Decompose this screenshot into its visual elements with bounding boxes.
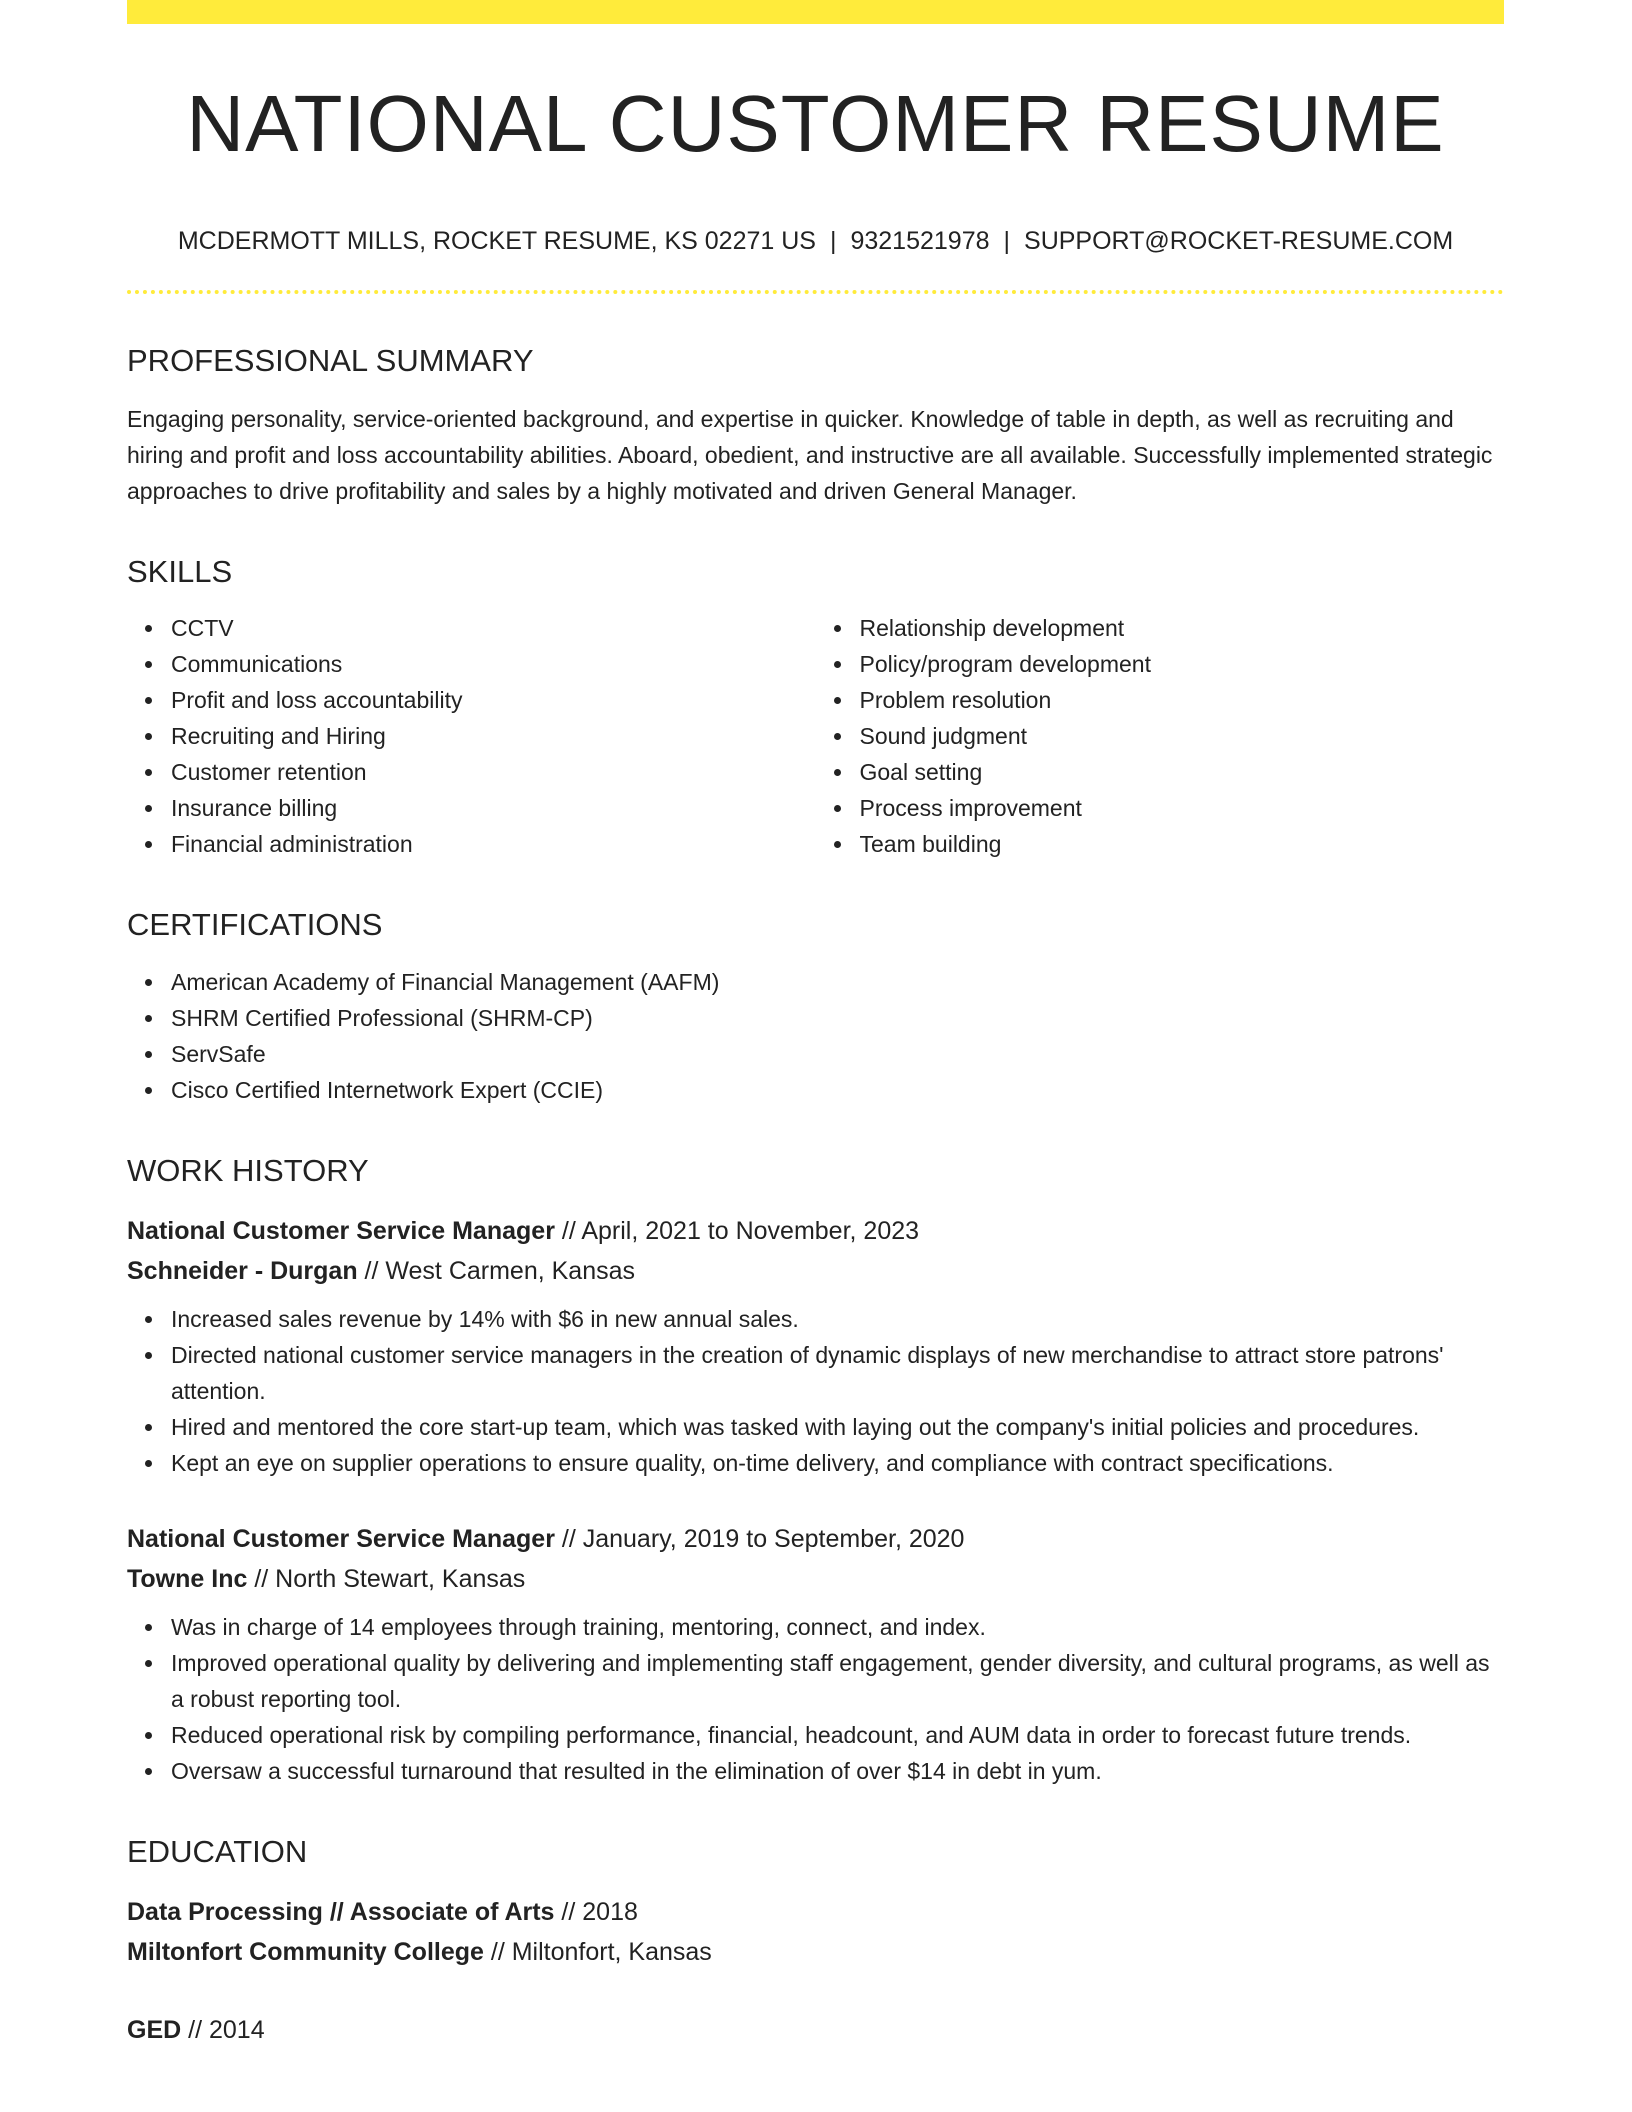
job-entry bbox=[127, 1211, 1504, 1481]
education-school-line bbox=[127, 1932, 1504, 1972]
certification-item: ServSafe bbox=[171, 1036, 1504, 1072]
job-location: // North Stewart, Kansas bbox=[254, 1564, 526, 1593]
job-bullet: Reduced operational risk by compiling performance, financial, headcount, and AUM data in order to forecast future trends. bbox=[171, 1717, 1504, 1753]
education-location: // Miltonfort, Kansas bbox=[490, 1937, 712, 1966]
certifications-list bbox=[127, 964, 1504, 1108]
skill-item: Relationship development bbox=[860, 610, 1505, 646]
contact-email: SUPPORT@ROCKET-RESUME.COM bbox=[1024, 227, 1454, 255]
education-entry bbox=[127, 2010, 1504, 2050]
contact-separator: | bbox=[1003, 227, 1011, 255]
skills-heading: SKILLS bbox=[127, 554, 233, 590]
job-entry bbox=[127, 1519, 1504, 1789]
skill-item: Customer retention bbox=[171, 754, 816, 790]
job-title-line bbox=[127, 1211, 1504, 1251]
top-accent-bar bbox=[127, 0, 1504, 24]
job-title-line bbox=[127, 1519, 1504, 1559]
job-company-line bbox=[127, 1251, 1504, 1291]
contact-address: MCDERMOTT MILLS, ROCKET RESUME, KS 02271 US bbox=[177, 227, 816, 255]
education-heading: EDUCATION bbox=[127, 1833, 308, 1869]
education-entry bbox=[127, 1892, 1504, 1972]
skill-item: Process improvement bbox=[860, 790, 1505, 826]
skill-item: Problem resolution bbox=[860, 682, 1505, 718]
education-degree: Data Processing // Associate of Arts bbox=[127, 1897, 555, 1926]
summary-heading: PROFESSIONAL SUMMARY bbox=[127, 343, 534, 378]
certifications-heading: CERTIFICATIONS bbox=[127, 907, 383, 943]
job-bullet: Increased sales revenue by 14% with $6 in new annual sales. bbox=[171, 1301, 1504, 1337]
job-role: National Customer Service Manager bbox=[127, 1216, 555, 1245]
resume-name: NATIONAL CUSTOMER RESUME bbox=[186, 79, 1445, 168]
skill-item: Financial administration bbox=[171, 826, 816, 862]
job-company: Schneider - Durgan bbox=[127, 1256, 358, 1285]
job-location: // West Carmen, Kansas bbox=[364, 1256, 636, 1285]
skill-item: Policy/program development bbox=[860, 646, 1505, 682]
education-degree-line bbox=[127, 2010, 1504, 2050]
job-bullet: Oversaw a successful turnaround that resulted in the elimination of over $14 in debt in yum. bbox=[171, 1753, 1504, 1789]
skill-item: Communications bbox=[171, 646, 816, 682]
job-bullet: Hired and mentored the core start-up team, which was tasked with laying out the company's initial policies and procedures. bbox=[171, 1409, 1504, 1445]
skills-right-list bbox=[816, 610, 1505, 862]
job-dates: // April, 2021 to November, 2023 bbox=[561, 1216, 920, 1245]
job-role: National Customer Service Manager bbox=[127, 1524, 555, 1553]
skill-item: Team building bbox=[860, 826, 1505, 862]
job-bullet: Kept an eye on supplier operations to ensure quality, on-time delivery, and compliance with contract specifications. bbox=[171, 1445, 1504, 1481]
contact-phone: 9321521978 bbox=[850, 227, 990, 255]
skills-columns bbox=[127, 610, 1504, 862]
resume-page bbox=[127, 0, 1504, 2050]
dotted-divider bbox=[127, 290, 1504, 294]
education-year: // 2018 bbox=[561, 1897, 638, 1926]
job-bullets bbox=[127, 1301, 1504, 1481]
job-bullet: Directed national customer service managers in the creation of dynamic displays of new merchandise to attract store patrons' attention. bbox=[171, 1337, 1504, 1409]
job-dates: // January, 2019 to September, 2020 bbox=[561, 1524, 965, 1553]
certification-item: SHRM Certified Professional (SHRM-CP) bbox=[171, 1000, 1504, 1036]
contact-separator: | bbox=[829, 227, 837, 255]
job-bullet: Was in charge of 14 employees through training, mentoring, connect, and index. bbox=[171, 1609, 1504, 1645]
job-bullet: Improved operational quality by delivering and implementing staff engagement, gender diversity, and cultural programs, as well as a robust reporting tool. bbox=[171, 1645, 1504, 1717]
contact-line bbox=[127, 226, 1504, 256]
certification-item: Cisco Certified Internetwork Expert (CCIE) bbox=[171, 1072, 1504, 1108]
education-school: Miltonfort Community College bbox=[127, 1937, 484, 1966]
education-degree-line bbox=[127, 1892, 1504, 1932]
skill-item: Recruiting and Hiring bbox=[171, 718, 816, 754]
skill-item: Goal setting bbox=[860, 754, 1505, 790]
job-company-line bbox=[127, 1559, 1504, 1599]
skill-item: Profit and loss accountability bbox=[171, 682, 816, 718]
summary-text: Engaging personality, service-oriented background, and expertise in quicker. Knowledge of table in depth, as well as recruiting and hiring and profit and loss accountability abilities. Aboard, obedient, and instructive are all available. Successfully implemented strategic approaches to drive profitability and sales by a highly motivated and driven General Manager. bbox=[127, 406, 1493, 505]
skill-item: CCTV bbox=[171, 610, 816, 646]
job-bullets bbox=[127, 1609, 1504, 1789]
skill-item: Insurance billing bbox=[171, 790, 816, 826]
education-degree: GED bbox=[127, 2015, 182, 2044]
work-history-heading: WORK HISTORY bbox=[127, 1152, 369, 1188]
job-company: Towne Inc bbox=[127, 1564, 248, 1593]
skills-left-list bbox=[127, 610, 816, 862]
education-year: // 2014 bbox=[188, 2015, 265, 2044]
skill-item: Sound judgment bbox=[860, 718, 1505, 754]
certification-item: American Academy of Financial Management (AAFM) bbox=[171, 964, 1504, 1000]
